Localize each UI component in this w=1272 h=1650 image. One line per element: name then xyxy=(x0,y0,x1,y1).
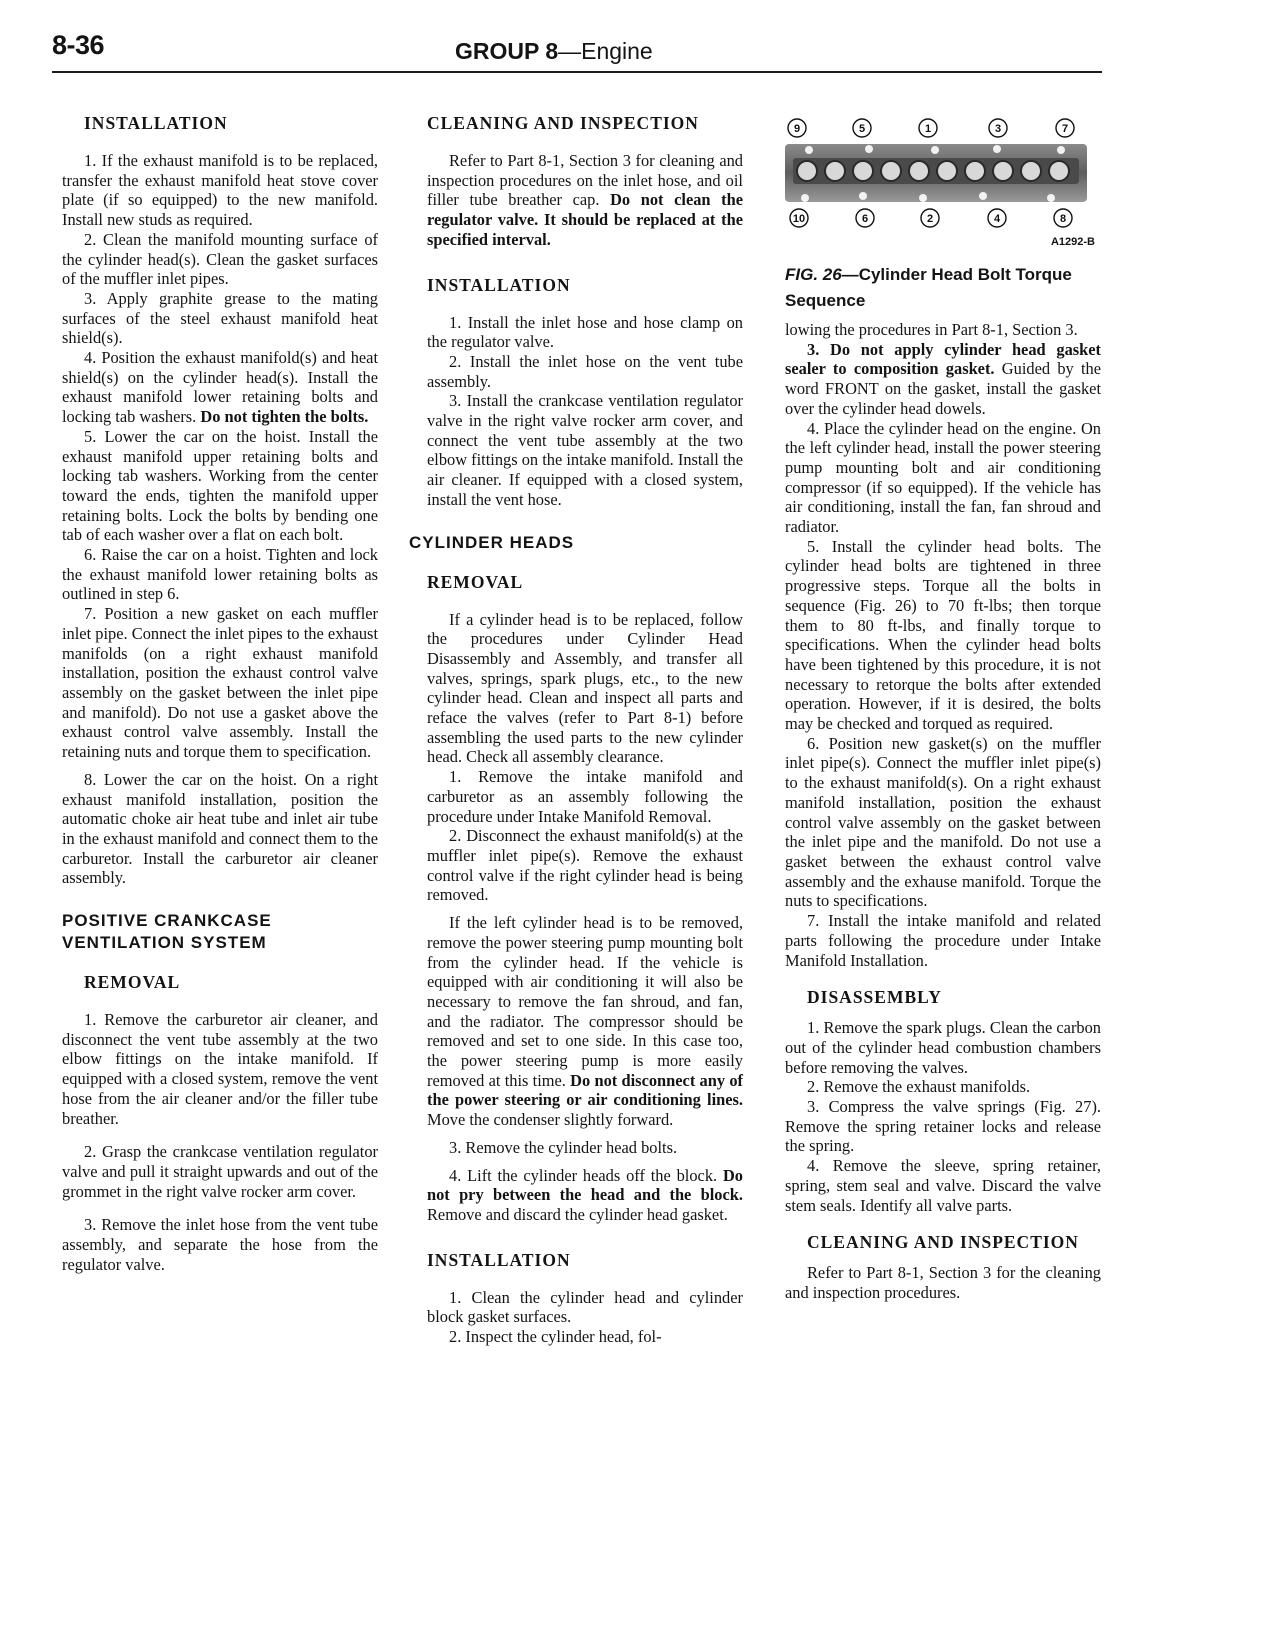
section-heading: REMOVAL xyxy=(427,571,524,592)
bolt-number: 4 xyxy=(993,213,1001,225)
paragraph: 8. Lower the car on the hoist. On a right exhaust manifold installation, position the automatic choke air heat tube and inlet air tube in the exhaust manifold and connect them to the carburetor. Install the carburetor air cleaner assembly. xyxy=(62,769,378,888)
paragraph: 1. Remove the intake manifold and carburetor as an assembly following the procedure under Intake Manifold Removal. xyxy=(427,767,743,826)
section-heading: INSTALLATION xyxy=(427,274,571,295)
figure-caption xyxy=(785,262,1101,314)
text: Move the condenser slightly forward. xyxy=(427,1110,674,1130)
paragraph: 1. If the exhaust manifold is to be replaced, transfer the exhaust manifold heat stove cover plate (if so equipped) to the new manifold. Install new studs as required. xyxy=(62,151,378,230)
paragraph: 2. Clean the manifold mounting surface of the cylinder head(s). Clean the gasket surfaces of the muffler inlet pipes. xyxy=(62,229,378,289)
heading-line: POSITIVE CRANKCASE xyxy=(62,911,272,931)
bolt-number: 10 xyxy=(792,213,806,225)
paragraph: 5. Install the cylinder head bolts. The cylinder head bolts are tightened in three progressive steps. Torque all the bolts in sequence (Fig. 26) to 70 ft-lbs; then torque them to 80 ft-lbs, and finally torque to specifications. When the cylinder head bolts have been tightened by this procedure, it is not necessary to retorque the bolts after extended operation. However, if it is desired, the bolts may be checked and torqued as required. xyxy=(785,536,1101,734)
text: 4. Position the exhaust manifold(s) and heat shield(s) on the cylinder head(s). Install the exhaust manifold lower retaining bolts and locking tab washers. xyxy=(62,348,378,427)
bolt-number: 9 xyxy=(793,123,801,135)
group-suffix: —Engine xyxy=(558,38,653,64)
paragraph: 2. Install the inlet hose on the vent tube assembly. xyxy=(427,351,743,391)
column-1 xyxy=(62,104,378,1274)
text: 4. Lift the cylinder heads off the block. xyxy=(449,1165,723,1185)
section-heading: DISASSEMBLY xyxy=(807,987,942,1008)
column-2 xyxy=(409,104,743,1347)
page-number: 8-36 xyxy=(52,30,105,60)
paragraph: 2. Grasp the crankcase ventilation regulator valve and pull it straight upwards and out of the grommet in the right valve rocker arm cover. xyxy=(62,1142,378,1201)
paragraph: 3. Compress the valve springs (Fig. 27). Remove the spring retainer locks and release the spring. xyxy=(785,1097,1101,1156)
bolt-number: 8 xyxy=(1059,213,1067,225)
figure-number: FIG. 26— xyxy=(785,265,859,284)
paragraph xyxy=(785,340,1101,419)
paragraph: 4. Place the cylinder head on the engine. On the left cylinder head, install the power steering pump mounting bolt and air conditioning compressor (if so equipped). If the vehicle has air conditioning, install the fan, fan shroud and radiator. xyxy=(785,418,1101,537)
figure-id: A1292-B xyxy=(1050,236,1095,248)
section-heading: CLEANING AND INSPECTION xyxy=(807,1232,1079,1253)
paragraph: 1. Remove the spark plugs. Clean the carbon out of the cylinder head combustion chambers before removing the valves. xyxy=(785,1018,1101,1077)
paragraph: 3. Remove the cylinder head bolts. xyxy=(449,1137,678,1157)
paragraph: 1. Install the inlet hose and hose clamp on the regulator valve. xyxy=(427,312,743,352)
bolt-number: 2 xyxy=(926,213,934,225)
section-heading: CYLINDER HEADS xyxy=(409,532,575,552)
running-head xyxy=(455,38,653,65)
paragraph xyxy=(62,348,378,427)
heading-line: VENTILATION SYSTEM xyxy=(62,933,267,953)
paragraph: 2. Disconnect the exhaust manifold(s) at the muffler inlet pipe(s). Remove the exhaust control valve if the right cylinder head is being removed. xyxy=(427,826,743,905)
bolt-number: 1 xyxy=(924,123,932,135)
text: Remove and discard the cylinder head gasket. xyxy=(427,1204,728,1224)
figure-26 xyxy=(785,104,1101,254)
paragraph: 4. Remove the sleeve, spring retainer, spring, stem seal and valve. Discard the valve stem seals. Identify all valve parts. xyxy=(785,1156,1101,1215)
paragraph: 3. Apply graphite grease to the mating surfaces of the steel exhaust manifold heat shield(s). xyxy=(62,288,378,348)
text: Guided by the word FRONT on the gasket, install the gasket over the cylinder head dowels. xyxy=(785,359,1101,418)
paragraph: 2. Remove the exhaust manifolds. xyxy=(807,1077,1031,1097)
paragraph: 7. Install the intake manifold and related parts following the procedure under Intake Manifold Installation. xyxy=(785,911,1101,970)
paragraph: 6. Raise the car on a hoist. Tighten and lock the exhaust manifold lower retaining bolts as outlined in step 6. xyxy=(62,545,378,604)
paragraph: 5. Lower the car on the hoist. Install the exhaust manifold upper retaining bolts and locking tab washers. Working from the center toward the ends, tighten the manifold upper retaining bolts. Lock the bolts by bending one tab of each washer over a flat on each bolt. xyxy=(62,426,378,545)
paragraph: 6. Position new gasket(s) on the muffler inlet pipe(s). Connect the muffler inlet pipe(s) to the exhaust manifold(s). On a right exhaust manifold installation, position the exhaust control valve assembly on the gasket between the inlet pipe and the manifold. Do not use a gasket between the exhaust control valve assembly and the exhause manifold. Torque the nuts to specifications. xyxy=(785,733,1101,911)
paragraph: 2. Inspect the cylinder head, fol- xyxy=(449,1327,662,1347)
section-heading: REMOVAL xyxy=(84,972,181,993)
group-label: GROUP 8 xyxy=(455,38,559,64)
figure-title: Cylinder Head Bolt Torque Sequence xyxy=(785,265,1072,310)
section-heading: CLEANING AND INSPECTION xyxy=(427,113,699,133)
paragraph: Refer to Part 8-1, Section 3 for the cleaning and inspection procedures. xyxy=(785,1263,1101,1302)
column-3 xyxy=(785,104,1101,1303)
section-heading: INSTALLATION xyxy=(427,1249,571,1270)
paragraph xyxy=(427,1166,743,1225)
caution-text: Do not disconnect any of the power steering or air conditioning lines. xyxy=(427,1070,743,1110)
section-heading: INSTALLATION xyxy=(84,113,228,133)
caution-text: Do not clean the regulator valve. It should be replaced at the specified interval. xyxy=(427,190,743,249)
bolt-number: 7 xyxy=(1061,123,1069,135)
paragraph: 3. Remove the inlet hose from the vent tube assembly, and separate the hose from the regulator valve. xyxy=(62,1215,378,1274)
text: Refer to Part 8-1, Section 3 for cleaning and inspection procedures on the inlet hose, and oil filler tube breather cap. xyxy=(427,151,743,210)
header-rule xyxy=(52,71,1102,73)
paragraph: 7. Position a new gasket on each muffler inlet pipe. Connect the inlet pipes to the exhaust manifolds (on a right exhaust manifold installation, position the exhaust control valve assembly on the gasket between the inlet pipe and manifold). Do not use a gasket above the exhaust control valve assembly. Install the retaining nuts and torque them to specification. xyxy=(62,604,378,762)
paragraph: 3. Install the crankcase ventilation regulator valve in the right valve rocker arm cover, and connect the vent tube assembly at the two elbow fittings on the intake manifold. Install the air cleaner. If equipped with a closed system, install the vent hose. xyxy=(427,391,743,509)
text: If the left cylinder head is to be removed, remove the power steering pump mounting bolt from the cylinder head. If the vehicle is equipped with air conditioning it will also be necessary to remove the fan shroud, and fan, and the radiator. The compressor should be removed and set to one side. In this case too, the power steering pump is more easily removed at this time. xyxy=(427,913,743,1090)
caution-text: 3. Do not apply cylinder head gasket sealer to composition gasket. xyxy=(785,339,1101,379)
caution-text: Do not tighten the bolts. xyxy=(200,407,369,427)
paragraph: If a cylinder head is to be replaced, follow the procedures under Cylinder Head Disassembly and Assembly, and transfer all valves, springs, spark plugs, etc., to the new cylinder head. Clean and inspect all parts and reface the valves (refer to Part 8-1) before assembling the used parts to the new cylinder head. Check all assembly clearance. xyxy=(427,609,743,767)
paragraph: 1. Remove the carburetor air cleaner, and disconnect the vent tube assembly at the two elbow fittings on the intake manifold. If equipped with a closed system, remove the vent hose from the air cleaner and/or the filler tube breather. xyxy=(62,1010,378,1128)
bolt-number: 6 xyxy=(861,213,869,225)
caution-text: Do not pry between the head and the block. xyxy=(427,1165,743,1205)
cylinder-head-photo xyxy=(785,118,1087,228)
paragraph xyxy=(427,151,743,250)
section-heading xyxy=(62,910,378,954)
paragraph: lowing the procedures in Part 8-1, Section 3. xyxy=(785,320,1078,339)
paragraph: 1. Clean the cylinder head and cylinder block gasket surfaces. xyxy=(427,1287,743,1327)
bolt-number: 5 xyxy=(858,123,866,135)
paragraph xyxy=(427,913,743,1130)
bolt-number: 3 xyxy=(994,123,1002,135)
